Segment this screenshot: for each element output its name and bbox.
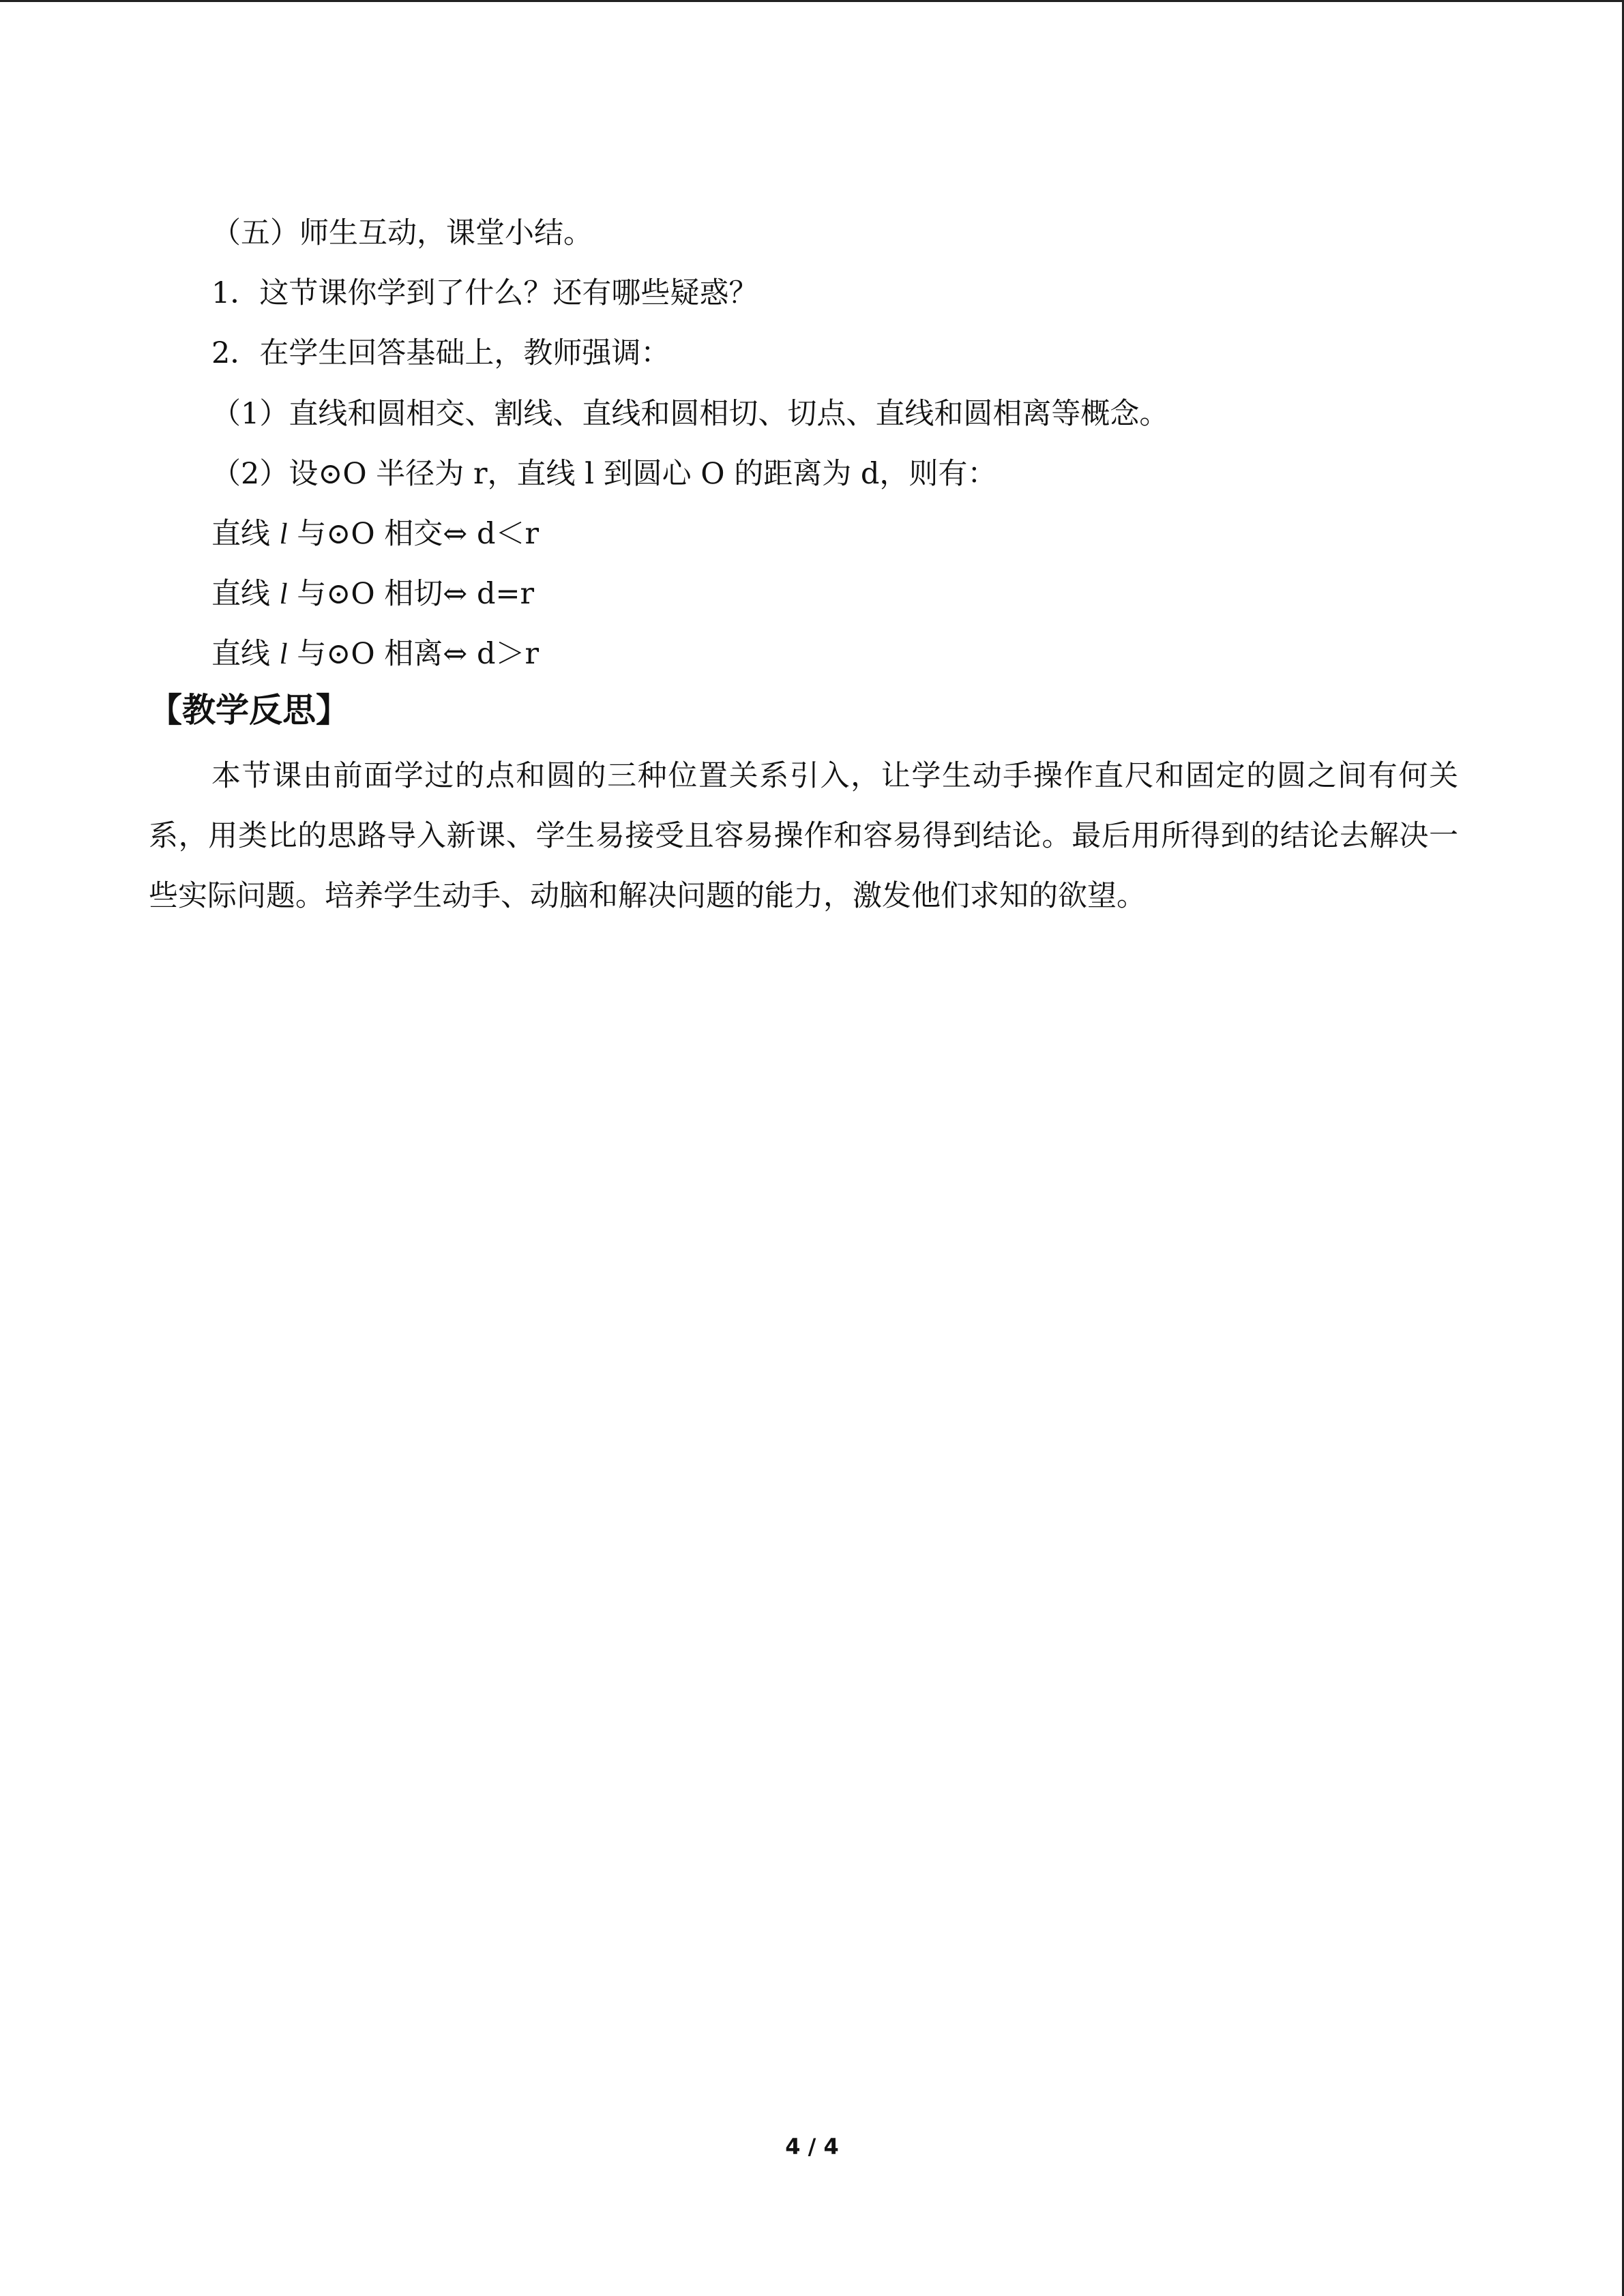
section-title: （五）师生互动，课堂小结。 <box>211 216 593 250</box>
relation-intersect <box>211 513 539 555</box>
relation-prefix: 直线 <box>211 637 280 671</box>
relation-separate <box>211 633 539 675</box>
page-number: 4 / 4 <box>785 2134 839 2160</box>
reflection-paragraph: 本节课由前面学过的点和圆的三种位置关系引入，让学生动手操作直尺和固定的圆之间有何关系，用类比的思路导入新课、学生易接受且容易操作和容易得到结论。最后用所得到的结论去解决一些实际问题。培养学生动手、动脑和解决问题的能力，激发他们求知的欲望。 <box>149 759 1458 913</box>
relation-suffix: 与⊙O 相离⇔ d＞r <box>287 637 540 671</box>
question-1: 1．这节课你学到了什么？还有哪些疑惑？ <box>211 276 758 310</box>
question-2: 2．在学生回答基础上，教师强调： <box>211 336 670 370</box>
line-variable: l <box>279 578 288 610</box>
line-variable: l <box>279 638 288 670</box>
page-top-border <box>0 0 1624 2</box>
point-2: （2）设⊙O 半径为 r，直线 l 到圆心 O 的距离为 d，则有： <box>211 457 997 491</box>
relation-prefix: 直线 <box>211 517 280 551</box>
relation-suffix: 与⊙O 相切⇔ d=r <box>287 577 535 611</box>
reflection-heading: 【教学反思】 <box>149 691 350 730</box>
relation-prefix: 直线 <box>211 577 280 611</box>
relation-suffix: 与⊙O 相交⇔ d＜r <box>287 517 540 551</box>
point-1: （1）直线和圆相交、割线、直线和圆相切、切点、直线和圆相离等概念。 <box>211 397 1169 431</box>
relation-tangent <box>211 573 534 615</box>
line-variable: l <box>279 518 288 550</box>
